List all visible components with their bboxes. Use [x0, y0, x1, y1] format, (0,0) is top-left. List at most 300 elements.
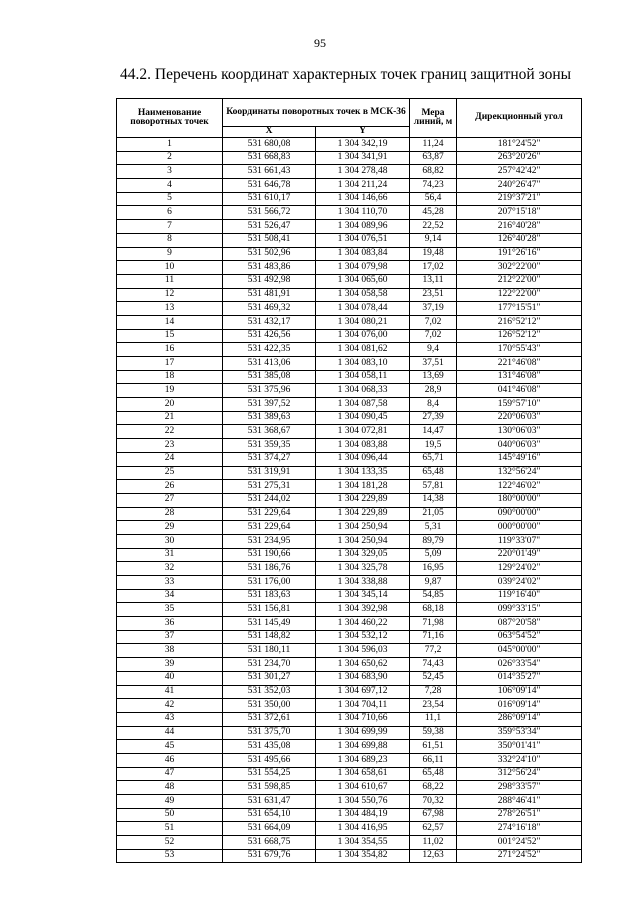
cell-point-number: 41 — [117, 685, 223, 699]
cell-line-length: 12,63 — [410, 849, 457, 863]
cell-point-number: 32 — [117, 562, 223, 576]
cell-x: 531 368,67 — [223, 425, 316, 439]
cell-line-length: 71,98 — [410, 617, 457, 631]
cell-direction-angle: 170°55'43" — [457, 343, 582, 357]
table-row — [117, 849, 582, 863]
cell-direction-angle: 026°33'54" — [457, 658, 582, 672]
cell-line-length: 19,5 — [410, 439, 457, 453]
table-row — [117, 452, 582, 466]
table-row — [117, 836, 582, 850]
cell-y: 1 304 610,67 — [316, 781, 410, 795]
cell-point-number: 13 — [117, 302, 223, 316]
table-row — [117, 548, 582, 562]
cell-direction-angle: 122°46'02" — [457, 480, 582, 494]
cell-y: 1 304 083,10 — [316, 357, 410, 371]
cell-point-number: 46 — [117, 753, 223, 767]
cell-point-number: 50 — [117, 808, 223, 822]
cell-line-length: 62,57 — [410, 822, 457, 836]
cell-line-length: 70,32 — [410, 795, 457, 809]
cell-y: 1 304 345,14 — [316, 589, 410, 603]
table-row — [117, 288, 582, 302]
cell-line-length: 7,02 — [410, 315, 457, 329]
table-row — [117, 302, 582, 316]
table-row — [117, 315, 582, 329]
cell-x: 531 156,81 — [223, 603, 316, 617]
table-row — [117, 192, 582, 206]
cell-direction-angle: 130°06'03" — [457, 425, 582, 439]
cell-point-number: 30 — [117, 534, 223, 548]
cell-direction-angle: 126°40'28" — [457, 233, 582, 247]
cell-x: 531 301,27 — [223, 671, 316, 685]
cell-direction-angle: 191°26'16" — [457, 247, 582, 261]
cell-x: 531 680,08 — [223, 138, 316, 152]
cell-x: 531 145,49 — [223, 617, 316, 631]
cell-x: 531 374,27 — [223, 452, 316, 466]
cell-line-length: 63,87 — [410, 151, 457, 165]
cell-direction-angle: 359°53'34" — [457, 726, 582, 740]
header-coordinates: Координаты поворотных точек в МСК-36 — [223, 99, 410, 127]
table-row — [117, 781, 582, 795]
cell-line-length: 77,2 — [410, 644, 457, 658]
cell-direction-angle: 286°09'14" — [457, 712, 582, 726]
cell-y: 1 304 076,51 — [316, 233, 410, 247]
table-row — [117, 699, 582, 713]
cell-line-length: 52,45 — [410, 671, 457, 685]
cell-line-length: 61,51 — [410, 740, 457, 754]
cell-direction-angle: 257°42'42" — [457, 165, 582, 179]
cell-y: 1 304 090,45 — [316, 411, 410, 425]
cell-x: 531 492,98 — [223, 274, 316, 288]
cell-point-number: 4 — [117, 179, 223, 193]
cell-line-length: 27,39 — [410, 411, 457, 425]
table-row — [117, 767, 582, 781]
cell-point-number: 9 — [117, 247, 223, 261]
table-row — [117, 630, 582, 644]
cell-direction-angle: 350°01'41" — [457, 740, 582, 754]
cell-direction-angle: 145°49'16" — [457, 452, 582, 466]
cell-x: 531 397,52 — [223, 398, 316, 412]
cell-x: 531 679,76 — [223, 849, 316, 863]
cell-point-number: 6 — [117, 206, 223, 220]
cell-line-length: 11,1 — [410, 712, 457, 726]
table-row — [117, 671, 582, 685]
cell-x: 531 502,96 — [223, 247, 316, 261]
cell-point-number: 42 — [117, 699, 223, 713]
cell-y: 1 304 250,94 — [316, 534, 410, 548]
table-row — [117, 398, 582, 412]
cell-y: 1 304 460,22 — [316, 617, 410, 631]
cell-y: 1 304 110,70 — [316, 206, 410, 220]
cell-y: 1 304 699,99 — [316, 726, 410, 740]
table-row — [117, 384, 582, 398]
cell-point-number: 33 — [117, 576, 223, 590]
cell-y: 1 304 079,98 — [316, 261, 410, 275]
cell-line-length: 37,51 — [410, 357, 457, 371]
cell-line-length: 7,28 — [410, 685, 457, 699]
cell-y: 1 304 065,60 — [316, 274, 410, 288]
cell-direction-angle: 312°56'24" — [457, 767, 582, 781]
cell-line-length: 28,9 — [410, 384, 457, 398]
cell-direction-angle: 014°35'27" — [457, 671, 582, 685]
cell-point-number: 29 — [117, 521, 223, 535]
cell-x: 531 180,11 — [223, 644, 316, 658]
cell-direction-angle: 298°33'57" — [457, 781, 582, 795]
table-row — [117, 603, 582, 617]
cell-point-number: 47 — [117, 767, 223, 781]
cell-x: 531 385,08 — [223, 370, 316, 384]
table-row — [117, 247, 582, 261]
cell-x: 531 244,02 — [223, 493, 316, 507]
cell-y: 1 304 697,12 — [316, 685, 410, 699]
cell-x: 531 375,70 — [223, 726, 316, 740]
cell-line-length: 68,82 — [410, 165, 457, 179]
cell-x: 531 389,63 — [223, 411, 316, 425]
cell-direction-angle: 221°46'08" — [457, 357, 582, 371]
table-row — [117, 329, 582, 343]
cell-point-number: 51 — [117, 822, 223, 836]
cell-line-length: 9,14 — [410, 233, 457, 247]
cell-line-length: 17,02 — [410, 261, 457, 275]
cell-y: 1 304 342,19 — [316, 138, 410, 152]
cell-line-length: 5,31 — [410, 521, 457, 535]
cell-x: 531 435,08 — [223, 740, 316, 754]
table-row — [117, 576, 582, 590]
cell-direction-angle: 106°09'14" — [457, 685, 582, 699]
cell-y: 1 304 416,95 — [316, 822, 410, 836]
cell-direction-angle: 090°00'00" — [457, 507, 582, 521]
cell-direction-angle: 240°26'47" — [457, 179, 582, 193]
cell-direction-angle: 212°22'00" — [457, 274, 582, 288]
table-row — [117, 370, 582, 384]
cell-y: 1 304 699,88 — [316, 740, 410, 754]
table-row — [117, 589, 582, 603]
cell-line-length: 11,24 — [410, 138, 457, 152]
table-row — [117, 411, 582, 425]
cell-line-length: 14,38 — [410, 493, 457, 507]
cell-point-number: 39 — [117, 658, 223, 672]
cell-line-length: 65,48 — [410, 466, 457, 480]
cell-direction-angle: 220°06'03" — [457, 411, 582, 425]
cell-x: 531 598,85 — [223, 781, 316, 795]
cell-point-number: 19 — [117, 384, 223, 398]
cell-x: 531 275,31 — [223, 480, 316, 494]
cell-y: 1 304 550,76 — [316, 795, 410, 809]
cell-direction-angle: 207°15'18" — [457, 206, 582, 220]
cell-direction-angle: 016°09'14" — [457, 699, 582, 713]
page-number: 95 — [314, 36, 326, 50]
cell-line-length: 74,23 — [410, 179, 457, 193]
cell-line-length: 13,69 — [410, 370, 457, 384]
cell-direction-angle: 063°54'52" — [457, 630, 582, 644]
cell-line-length: 22,52 — [410, 220, 457, 234]
table-row — [117, 740, 582, 754]
cell-direction-angle: 159°57'10" — [457, 398, 582, 412]
cell-direction-angle: 278°26'51" — [457, 808, 582, 822]
cell-direction-angle: 132°56'24" — [457, 466, 582, 480]
cell-y: 1 304 078,44 — [316, 302, 410, 316]
table-row — [117, 493, 582, 507]
cell-y: 1 304 392,98 — [316, 603, 410, 617]
cell-point-number: 3 — [117, 165, 223, 179]
cell-point-number: 22 — [117, 425, 223, 439]
cell-direction-angle: 216°52'12" — [457, 315, 582, 329]
table-row — [117, 138, 582, 152]
table-row — [117, 466, 582, 480]
cell-y: 1 304 083,84 — [316, 247, 410, 261]
cell-x: 531 495,66 — [223, 753, 316, 767]
table-row — [117, 644, 582, 658]
cell-x: 531 372,61 — [223, 712, 316, 726]
cell-point-number: 1 — [117, 138, 223, 152]
cell-direction-angle: 263°20'26" — [457, 151, 582, 165]
cell-direction-angle: 040°06'03" — [457, 439, 582, 453]
cell-direction-angle: 045°00'00" — [457, 644, 582, 658]
cell-x: 531 186,76 — [223, 562, 316, 576]
cell-x: 531 234,95 — [223, 534, 316, 548]
cell-point-number: 17 — [117, 357, 223, 371]
cell-y: 1 304 133,35 — [316, 466, 410, 480]
cell-line-length: 57,81 — [410, 480, 457, 494]
cell-x: 531 413,06 — [223, 357, 316, 371]
cell-line-length: 65,71 — [410, 452, 457, 466]
cell-direction-angle: 119°33'07" — [457, 534, 582, 548]
cell-x: 531 610,17 — [223, 192, 316, 206]
cell-direction-angle: 219°37'21" — [457, 192, 582, 206]
cell-x: 531 508,41 — [223, 233, 316, 247]
cell-x: 531 234,70 — [223, 658, 316, 672]
cell-line-length: 67,98 — [410, 808, 457, 822]
header-x: X — [223, 127, 316, 138]
cell-direction-angle: 288°46'41" — [457, 795, 582, 809]
cell-y: 1 304 689,23 — [316, 753, 410, 767]
cell-point-number: 26 — [117, 480, 223, 494]
cell-point-number: 28 — [117, 507, 223, 521]
cell-point-number: 14 — [117, 315, 223, 329]
cell-y: 1 304 146,66 — [316, 192, 410, 206]
cell-point-number: 53 — [117, 849, 223, 863]
cell-line-length: 66,11 — [410, 753, 457, 767]
cell-direction-angle: 332°24'10" — [457, 753, 582, 767]
cell-point-number: 34 — [117, 589, 223, 603]
cell-point-number: 45 — [117, 740, 223, 754]
cell-direction-angle: 119°16'40" — [457, 589, 582, 603]
cell-direction-angle: 126°52'12" — [457, 329, 582, 343]
cell-direction-angle: 087°20'58" — [457, 617, 582, 631]
cell-point-number: 2 — [117, 151, 223, 165]
cell-x: 531 319,91 — [223, 466, 316, 480]
table-row — [117, 220, 582, 234]
cell-direction-angle: 274°16'18" — [457, 822, 582, 836]
cell-y: 1 304 068,33 — [316, 384, 410, 398]
cell-line-length: 5,09 — [410, 548, 457, 562]
cell-point-number: 35 — [117, 603, 223, 617]
cell-point-number: 5 — [117, 192, 223, 206]
cell-y: 1 304 354,55 — [316, 836, 410, 850]
cell-line-length: 19,48 — [410, 247, 457, 261]
cell-point-number: 52 — [117, 836, 223, 850]
cell-line-length: 89,79 — [410, 534, 457, 548]
cell-x: 531 359,35 — [223, 439, 316, 453]
cell-x: 531 566,72 — [223, 206, 316, 220]
table-row — [117, 261, 582, 275]
table-row — [117, 343, 582, 357]
table-row — [117, 179, 582, 193]
cell-direction-angle: 001°24'52" — [457, 836, 582, 850]
cell-direction-angle: 131°46'08" — [457, 370, 582, 384]
cell-line-length: 16,95 — [410, 562, 457, 576]
cell-y: 1 304 072,81 — [316, 425, 410, 439]
cell-y: 1 304 083,88 — [316, 439, 410, 453]
cell-point-number: 24 — [117, 452, 223, 466]
cell-x: 531 148,82 — [223, 630, 316, 644]
cell-line-length: 23,54 — [410, 699, 457, 713]
cell-x: 531 422,35 — [223, 343, 316, 357]
header-point-name: Наименование поворотных точек — [117, 99, 223, 138]
cell-line-length: 7,02 — [410, 329, 457, 343]
table-row — [117, 562, 582, 576]
cell-point-number: 36 — [117, 617, 223, 631]
cell-direction-angle: 129°24'02" — [457, 562, 582, 576]
cell-point-number: 18 — [117, 370, 223, 384]
cell-point-number: 40 — [117, 671, 223, 685]
header-direction-angle: Дирекционный угол — [457, 99, 582, 138]
cell-y: 1 304 058,58 — [316, 288, 410, 302]
cell-point-number: 12 — [117, 288, 223, 302]
cell-line-length: 45,28 — [410, 206, 457, 220]
cell-direction-angle: 099°33'15" — [457, 603, 582, 617]
cell-direction-angle: 000°00'00" — [457, 521, 582, 535]
table-row — [117, 658, 582, 672]
table-row — [117, 753, 582, 767]
cell-x: 531 661,43 — [223, 165, 316, 179]
cell-x: 531 483,86 — [223, 261, 316, 275]
cell-point-number: 27 — [117, 493, 223, 507]
table-row — [117, 795, 582, 809]
cell-x: 531 654,10 — [223, 808, 316, 822]
cell-y: 1 304 278,48 — [316, 165, 410, 179]
cell-point-number: 20 — [117, 398, 223, 412]
cell-direction-angle: 181°24'52" — [457, 138, 582, 152]
cell-x: 531 631,47 — [223, 795, 316, 809]
cell-point-number: 49 — [117, 795, 223, 809]
cell-line-length: 59,38 — [410, 726, 457, 740]
cell-line-length: 14,47 — [410, 425, 457, 439]
cell-y: 1 304 658,61 — [316, 767, 410, 781]
cell-y: 1 304 596,03 — [316, 644, 410, 658]
coordinates-table — [116, 98, 582, 863]
cell-line-length: 9,87 — [410, 576, 457, 590]
cell-x: 531 426,56 — [223, 329, 316, 343]
cell-y: 1 304 181,28 — [316, 480, 410, 494]
cell-x: 531 554,25 — [223, 767, 316, 781]
cell-y: 1 304 058,11 — [316, 370, 410, 384]
cell-y: 1 304 704,11 — [316, 699, 410, 713]
cell-x: 531 352,03 — [223, 685, 316, 699]
table-row — [117, 274, 582, 288]
cell-line-length: 68,18 — [410, 603, 457, 617]
cell-x: 531 432,17 — [223, 315, 316, 329]
table-row — [117, 534, 582, 548]
table-body — [117, 138, 582, 863]
table-row — [117, 726, 582, 740]
cell-x: 531 481,91 — [223, 288, 316, 302]
cell-y: 1 304 338,88 — [316, 576, 410, 590]
cell-line-length: 13,11 — [410, 274, 457, 288]
cell-x: 531 183,63 — [223, 589, 316, 603]
cell-line-length: 21,05 — [410, 507, 457, 521]
cell-x: 531 176,00 — [223, 576, 316, 590]
cell-point-number: 48 — [117, 781, 223, 795]
cell-point-number: 15 — [117, 329, 223, 343]
cell-y: 1 304 683,90 — [316, 671, 410, 685]
cell-line-length: 8,4 — [410, 398, 457, 412]
cell-point-number: 31 — [117, 548, 223, 562]
cell-y: 1 304 484,19 — [316, 808, 410, 822]
header-y: Y — [316, 127, 410, 138]
cell-point-number: 37 — [117, 630, 223, 644]
table-row — [117, 808, 582, 822]
cell-y: 1 304 087,58 — [316, 398, 410, 412]
cell-y: 1 304 354,82 — [316, 849, 410, 863]
table-row — [117, 357, 582, 371]
cell-x: 531 190,66 — [223, 548, 316, 562]
cell-line-length: 68,22 — [410, 781, 457, 795]
cell-y: 1 304 325,78 — [316, 562, 410, 576]
cell-line-length: 74,43 — [410, 658, 457, 672]
cell-y: 1 304 089,96 — [316, 220, 410, 234]
cell-direction-angle: 302°22'00" — [457, 261, 582, 275]
cell-line-length: 11,02 — [410, 836, 457, 850]
cell-y: 1 304 080,21 — [316, 315, 410, 329]
cell-x: 531 664,09 — [223, 822, 316, 836]
table-row — [117, 685, 582, 699]
cell-y: 1 304 081,62 — [316, 343, 410, 357]
table-row — [117, 206, 582, 220]
cell-line-length: 23,51 — [410, 288, 457, 302]
cell-x: 531 229,64 — [223, 521, 316, 535]
table-row — [117, 507, 582, 521]
table-row — [117, 617, 582, 631]
cell-x: 531 668,83 — [223, 151, 316, 165]
cell-y: 1 304 229,89 — [316, 493, 410, 507]
cell-direction-angle: 039°24'02" — [457, 576, 582, 590]
table-row — [117, 439, 582, 453]
table-row — [117, 425, 582, 439]
cell-x: 531 375,96 — [223, 384, 316, 398]
cell-x: 531 668,75 — [223, 836, 316, 850]
cell-y: 1 304 329,05 — [316, 548, 410, 562]
cell-y: 1 304 250,94 — [316, 521, 410, 535]
cell-line-length: 56,4 — [410, 192, 457, 206]
table-row — [117, 822, 582, 836]
cell-y: 1 304 341,91 — [316, 151, 410, 165]
cell-y: 1 304 532,12 — [316, 630, 410, 644]
table-row — [117, 165, 582, 179]
cell-direction-angle: 122°22'00" — [457, 288, 582, 302]
cell-x: 531 229,64 — [223, 507, 316, 521]
cell-point-number: 23 — [117, 439, 223, 453]
cell-line-length: 54,85 — [410, 589, 457, 603]
document-title: 44.2. Перечень координат характерных точек границ защитной зоны — [120, 66, 572, 83]
table-row — [117, 712, 582, 726]
cell-point-number: 44 — [117, 726, 223, 740]
cell-point-number: 10 — [117, 261, 223, 275]
cell-y: 1 304 229,89 — [316, 507, 410, 521]
cell-line-length: 71,16 — [410, 630, 457, 644]
cell-x: 531 526,47 — [223, 220, 316, 234]
table-row — [117, 480, 582, 494]
cell-line-length: 37,19 — [410, 302, 457, 316]
